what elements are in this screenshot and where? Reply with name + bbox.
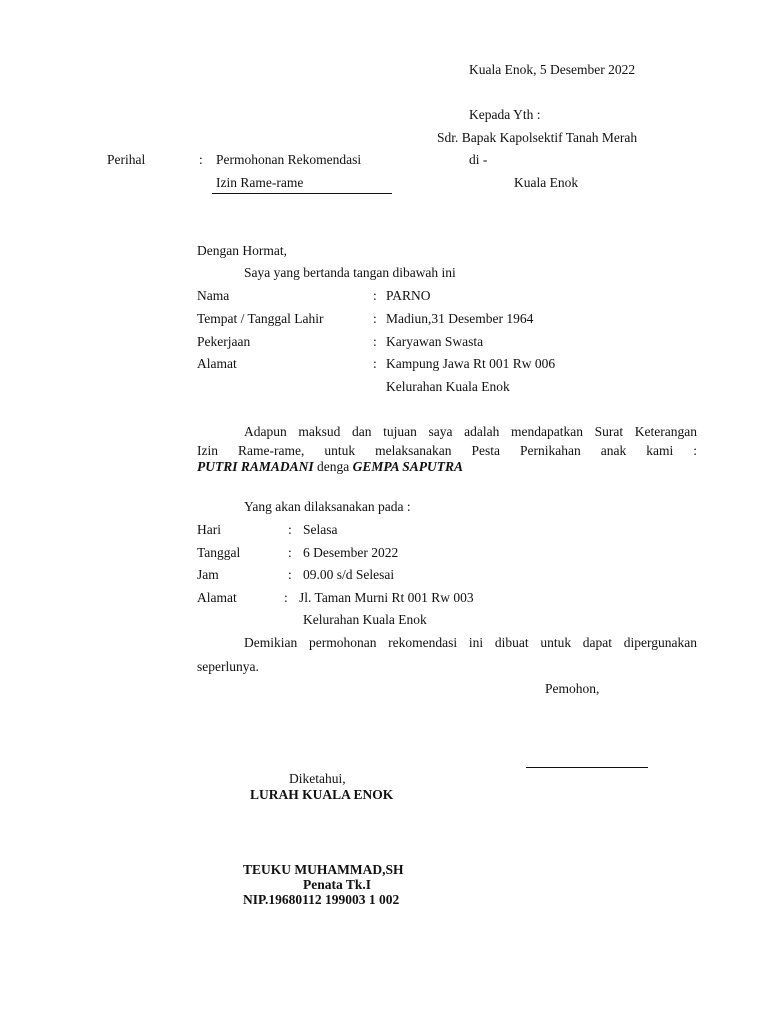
purpose-line1: Adapun maksud dan tujuan saya adalah mendapatkan Surat Keterangan — [244, 424, 697, 439]
applicant-colon: : — [373, 311, 377, 326]
event-tanggal-value: 6 Desember 2022 — [303, 545, 399, 560]
event-colon: : — [288, 545, 292, 560]
applicant-ttl-value: Madiun,31 Desember 1964 — [386, 311, 534, 326]
applicant-alamat-value1: Kampung Jawa Rt 001 Rw 006 — [386, 356, 556, 371]
groom-name: GEMPA SAPUTRA — [352, 459, 464, 474]
lurah-title: LURAH KUALA ENOK — [250, 787, 394, 802]
applicant-alamat-value2: Kelurahan Kuala Enok — [386, 379, 510, 394]
purpose-line3 — [197, 459, 463, 475]
applicant-nama-label: Nama — [197, 288, 230, 303]
official-nip: NIP.19680112 199003 1 002 — [243, 892, 400, 907]
closing-line1: Demikian permohonan rekomendasi ini dibuat untuk dapat dipergunakan — [244, 635, 697, 650]
official-name: TEUKU MUHAMMAD,SH — [243, 862, 404, 877]
perihal-colon: : — [199, 152, 203, 167]
pemohon-signature-line — [526, 767, 648, 768]
letter-place-date: Kuala Enok, 5 Desember 2022 — [469, 62, 636, 77]
event-alamat-value1: Jl. Taman Murni Rt 001 Rw 003 — [299, 590, 474, 605]
addressee-kepada: Kepada Yth : — [469, 107, 541, 122]
applicant-colon: : — [373, 288, 377, 303]
event-jam-label: Jam — [197, 567, 219, 582]
addressee-city: Kuala Enok — [514, 175, 579, 190]
purpose-line2: Izin Rame-rame, untuk melaksanakan Pesta Pernikahan anak kami : — [197, 443, 697, 458]
addressee-di: di - — [469, 152, 488, 167]
perihal-underline — [212, 193, 392, 194]
event-jam-value: 09.00 s/d Selesai — [303, 567, 395, 582]
applicant-nama-value: PARNO — [386, 288, 431, 303]
applicant-alamat-label: Alamat — [197, 356, 237, 371]
applicant-colon: : — [373, 356, 377, 371]
event-hari-value: Selasa — [303, 522, 338, 537]
event-colon: : — [288, 522, 292, 537]
event-tanggal-label: Tanggal — [197, 545, 241, 560]
bride-name: PUTRI RAMADANI — [197, 459, 314, 474]
perihal-line1: Permohonan Rekomendasi — [216, 152, 362, 167]
purpose-conjunction: denga — [317, 459, 350, 474]
applicant-pekerjaan-label: Pekerjaan — [197, 334, 251, 349]
closing-line2: seperlunya. — [197, 659, 259, 674]
applicant-colon: : — [373, 334, 377, 349]
event-colon: : — [288, 567, 292, 582]
official-rank: Penata Tk.I — [303, 877, 372, 892]
event-intro: Yang akan dilaksanakan pada : — [244, 499, 411, 514]
event-alamat-label: Alamat — [197, 590, 237, 605]
perihal-line2: Izin Rame-rame — [216, 175, 304, 190]
event-hari-label: Hari — [197, 522, 221, 537]
addressee-recipient: Sdr. Bapak Kapolsektif Tanah Merah — [437, 130, 638, 145]
diketahui-label: Diketahui, — [289, 771, 346, 786]
event-alamat-value2: Kelurahan Kuala Enok — [303, 612, 427, 627]
intro-text: Saya yang bertanda tangan dibawah ini — [244, 265, 456, 280]
event-colon: : — [284, 590, 288, 605]
perihal-label: Perihal — [107, 152, 146, 167]
applicant-ttl-label: Tempat / Tanggal Lahir — [197, 311, 324, 326]
pemohon-label: Pemohon, — [545, 681, 600, 696]
greeting: Dengan Hormat, — [197, 243, 287, 258]
applicant-pekerjaan-value: Karyawan Swasta — [386, 334, 484, 349]
